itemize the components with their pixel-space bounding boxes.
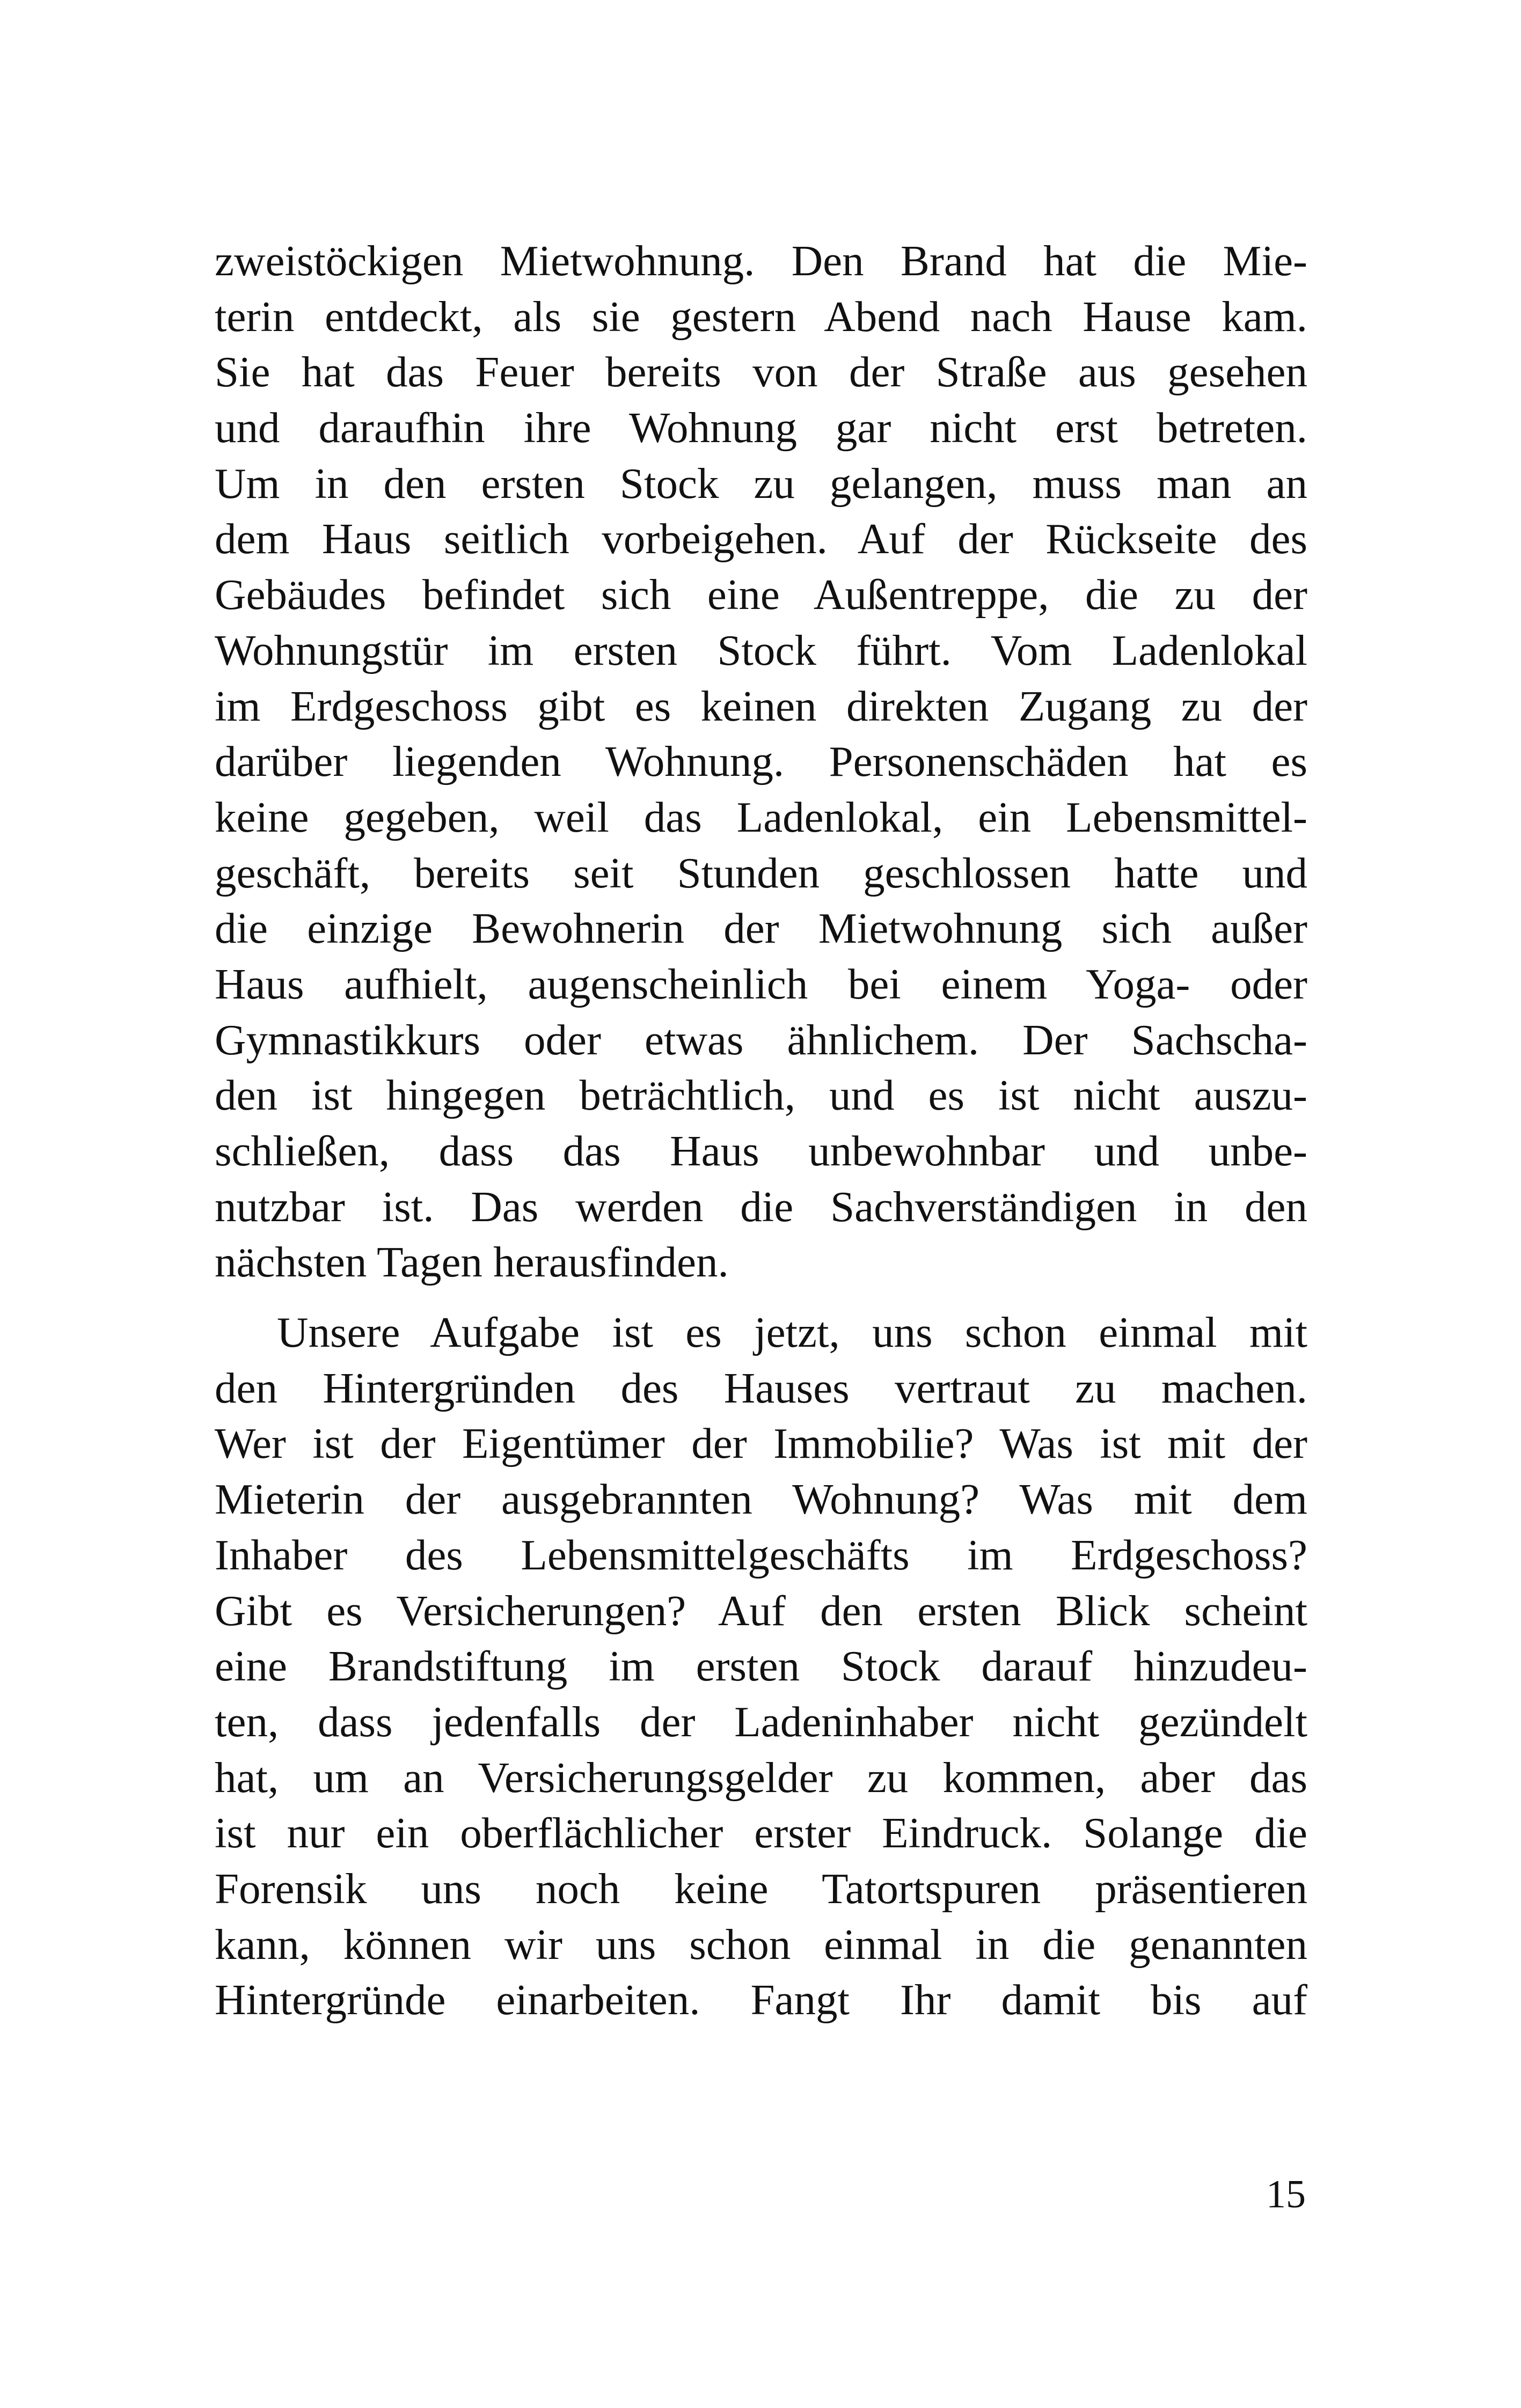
text-line: dem Haus seitlich vorbeigehen. Auf der Rückseite des [215,515,1307,563]
text-line: den Hintergründen des Hauses vertraut zu machen. [215,1363,1307,1412]
text-line: den ist hingegen beträchtlich, und es ist nicht auszu- [215,1071,1307,1120]
page-number: 15 [1266,2172,1306,2216]
text-line: zweistöckigen Mietwohnung. Den Brand hat die Mie- [215,237,1307,285]
text-line: Inhaber des Lebensmittelgeschäfts im Erdgeschoss? [215,1530,1307,1579]
text-line: Gymnastikkurs oder etwas ähnlichem. Der Sachscha- [215,1015,1307,1064]
text-line: Haus aufhielt, augenscheinlich bei einem Yoga- oder [215,959,1307,1008]
text-line: nächsten Tagen herausfinden. [215,1238,729,1287]
text-line: Um in den ersten Stock zu gelangen, muss man an [215,459,1307,508]
text-line: Gibt es Versicherungen? Auf den ersten Blick scheint [215,1586,1307,1635]
paragraph [215,233,1307,1290]
text-line: die einzige Bewohnerin der Mietwohnung sich außer [215,904,1307,953]
text-line: Hintergründe einarbeiten. Fangt Ihr damit bis auf [215,1976,1307,2024]
text-line: und daraufhin ihre Wohnung gar nicht erst betreten. [215,403,1307,452]
text-line: darüber liegenden Wohnung. Personenschäden hat es [215,737,1307,786]
paragraph [215,1305,1307,2028]
text-line: Mieterin der ausgebrannten Wohnung? Was mit dem [215,1475,1307,1524]
text-line: hat, um an Versicherungsgelder zu kommen, aber das [215,1753,1307,1802]
text-line: Unsere Aufgabe ist es jetzt, uns schon einmal mit [277,1308,1307,1357]
text-line: schließen, dass das Haus unbewohnbar und unbe- [215,1127,1307,1175]
text-line: ten, dass jedenfalls der Ladeninhaber nicht gezündelt [215,1697,1307,1746]
text-line: geschäft, bereits seit Stunden geschlossen hatte und [215,848,1307,897]
text-line: Sie hat das Feuer bereits von der Straße aus gesehen [215,348,1307,397]
text-line: Gebäudes befindet sich eine Außentreppe, die zu der [215,570,1307,619]
text-line: eine Brandstiftung im ersten Stock darauf hinzudeu- [215,1642,1307,1691]
text-line: kann, können wir uns schon einmal in die genannten [215,1920,1307,1969]
body-text [215,233,1307,2028]
text-line: Wohnungstür im ersten Stock führt. Vom Ladenlokal [215,626,1307,674]
text-line: nutzbar ist. Das werden die Sachverständigen in den [215,1182,1307,1231]
text-line: im Erdgeschoss gibt es keinen direkten Zugang zu der [215,681,1307,730]
text-line: Wer ist der Eigentümer der Immobilie? Was ist mit der [215,1419,1307,1468]
text-line: terin entdeckt, als sie gestern Abend nach Hause kam. [215,292,1307,341]
text-line: Forensik uns noch keine Tatortspuren präsentieren [215,1864,1307,1913]
text-line: ist nur ein oberflächlicher erster Eindruck. Solange die [215,1809,1307,1858]
text-line: keine gegeben, weil das Ladenlokal, ein Lebensmittel- [215,792,1307,841]
